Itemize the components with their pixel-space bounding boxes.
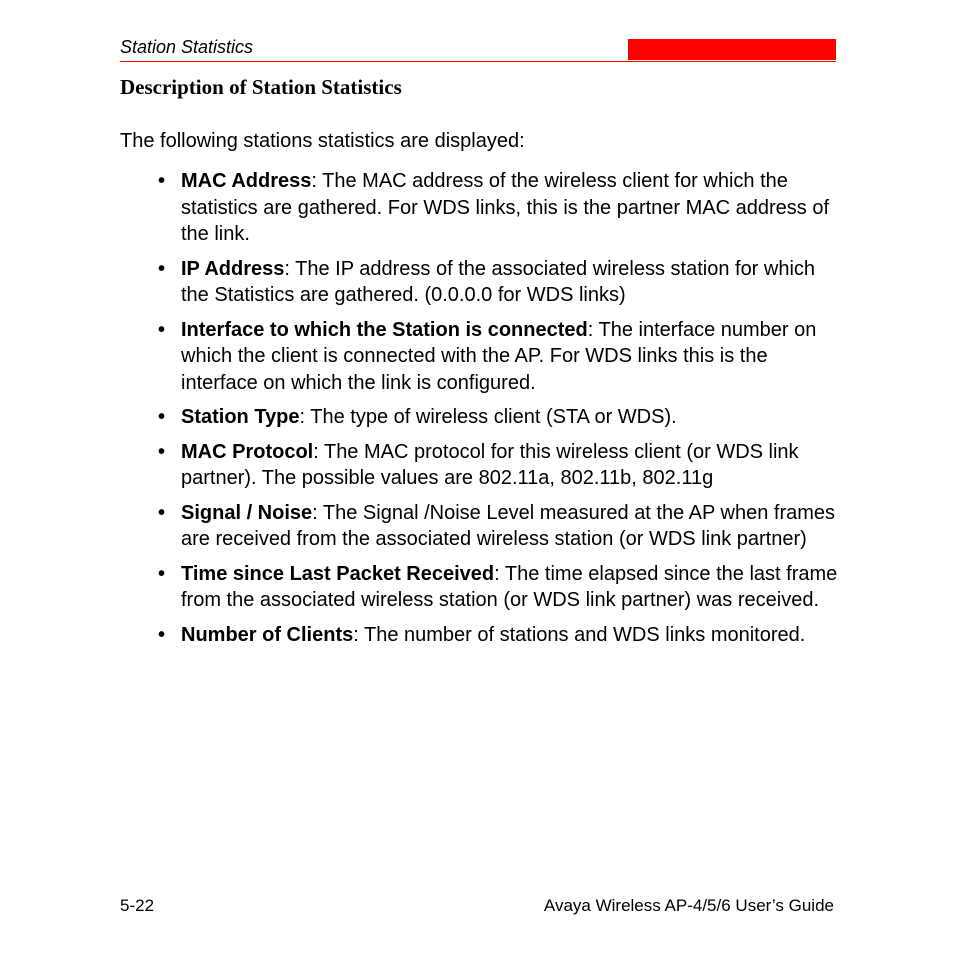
item-term: MAC Address bbox=[181, 170, 312, 192]
item-description: : The time elapsed since the last frame from the associated wireless station (or WDS link partner) was received. bbox=[181, 562, 838, 611]
item-term: Number of Clients bbox=[181, 623, 354, 646]
item-description: : The IP address of the associated wireless station for which the Statistics are gathered. (0.0.0.0 for WDS links) bbox=[181, 257, 816, 306]
item-term: Time since Last Packet Received bbox=[181, 562, 495, 585]
bullet-icon: • bbox=[158, 501, 166, 524]
bullet-icon: • bbox=[158, 170, 166, 192]
list-item-mac-address bbox=[158, 168, 838, 248]
item-term: Station Type bbox=[181, 406, 300, 428]
item-description: : The MAC address of the wireless client for which the statistics are gathered. For WDS links, this is the partner MAC address of the link. bbox=[181, 170, 830, 245]
item-description: : The type of wireless client (STA or WDS). bbox=[299, 406, 677, 428]
item-term: Interface to which the Station is connected bbox=[181, 318, 588, 341]
bullet-icon: • bbox=[158, 257, 166, 280]
list-item-ip-address bbox=[158, 256, 838, 309]
list-item-mac-protocol bbox=[158, 439, 838, 492]
intro-paragraph: The following stations statistics are displayed: bbox=[120, 130, 525, 152]
list-item-time-since-last-packet bbox=[158, 561, 838, 614]
section-heading: Description of Station Statistics bbox=[120, 75, 402, 99]
bullet-icon: • bbox=[158, 440, 166, 463]
item-term: MAC Protocol bbox=[181, 440, 314, 463]
running-header-title: Station Statistics bbox=[120, 37, 254, 57]
list-item-station-type bbox=[158, 404, 838, 431]
item-description: : The MAC protocol for this wireless client (or WDS link partner). The possible values are 802.11a, 802.11b, 802.11g bbox=[181, 440, 799, 489]
bullet-icon: • bbox=[158, 623, 166, 646]
item-description: : The number of stations and WDS links monitored. bbox=[353, 623, 806, 646]
guide-title: Avaya Wireless AP-4/5/6 User’s Guide bbox=[543, 896, 834, 915]
header-rule bbox=[120, 61, 836, 62]
item-term: Signal / Noise bbox=[181, 501, 313, 524]
item-term: IP Address bbox=[181, 257, 285, 280]
statistics-list bbox=[158, 168, 838, 656]
header-accent-bar bbox=[628, 39, 836, 60]
page-number: 5-22 bbox=[120, 896, 155, 915]
bullet-icon: • bbox=[158, 562, 166, 585]
item-description: : The Signal /Noise Level measured at the AP when frames are received from the associated wireless station (or WDS link partner) bbox=[181, 501, 836, 550]
list-item-number-of-clients bbox=[158, 622, 838, 649]
list-item-signal-noise bbox=[158, 500, 838, 553]
list-item-interface bbox=[158, 317, 838, 397]
bullet-icon: • bbox=[158, 318, 166, 341]
item-description: : The interface number on which the client is connected with the AP. For WDS links this is the interface on which the link is configured. bbox=[181, 318, 817, 394]
bullet-icon: • bbox=[158, 406, 166, 428]
